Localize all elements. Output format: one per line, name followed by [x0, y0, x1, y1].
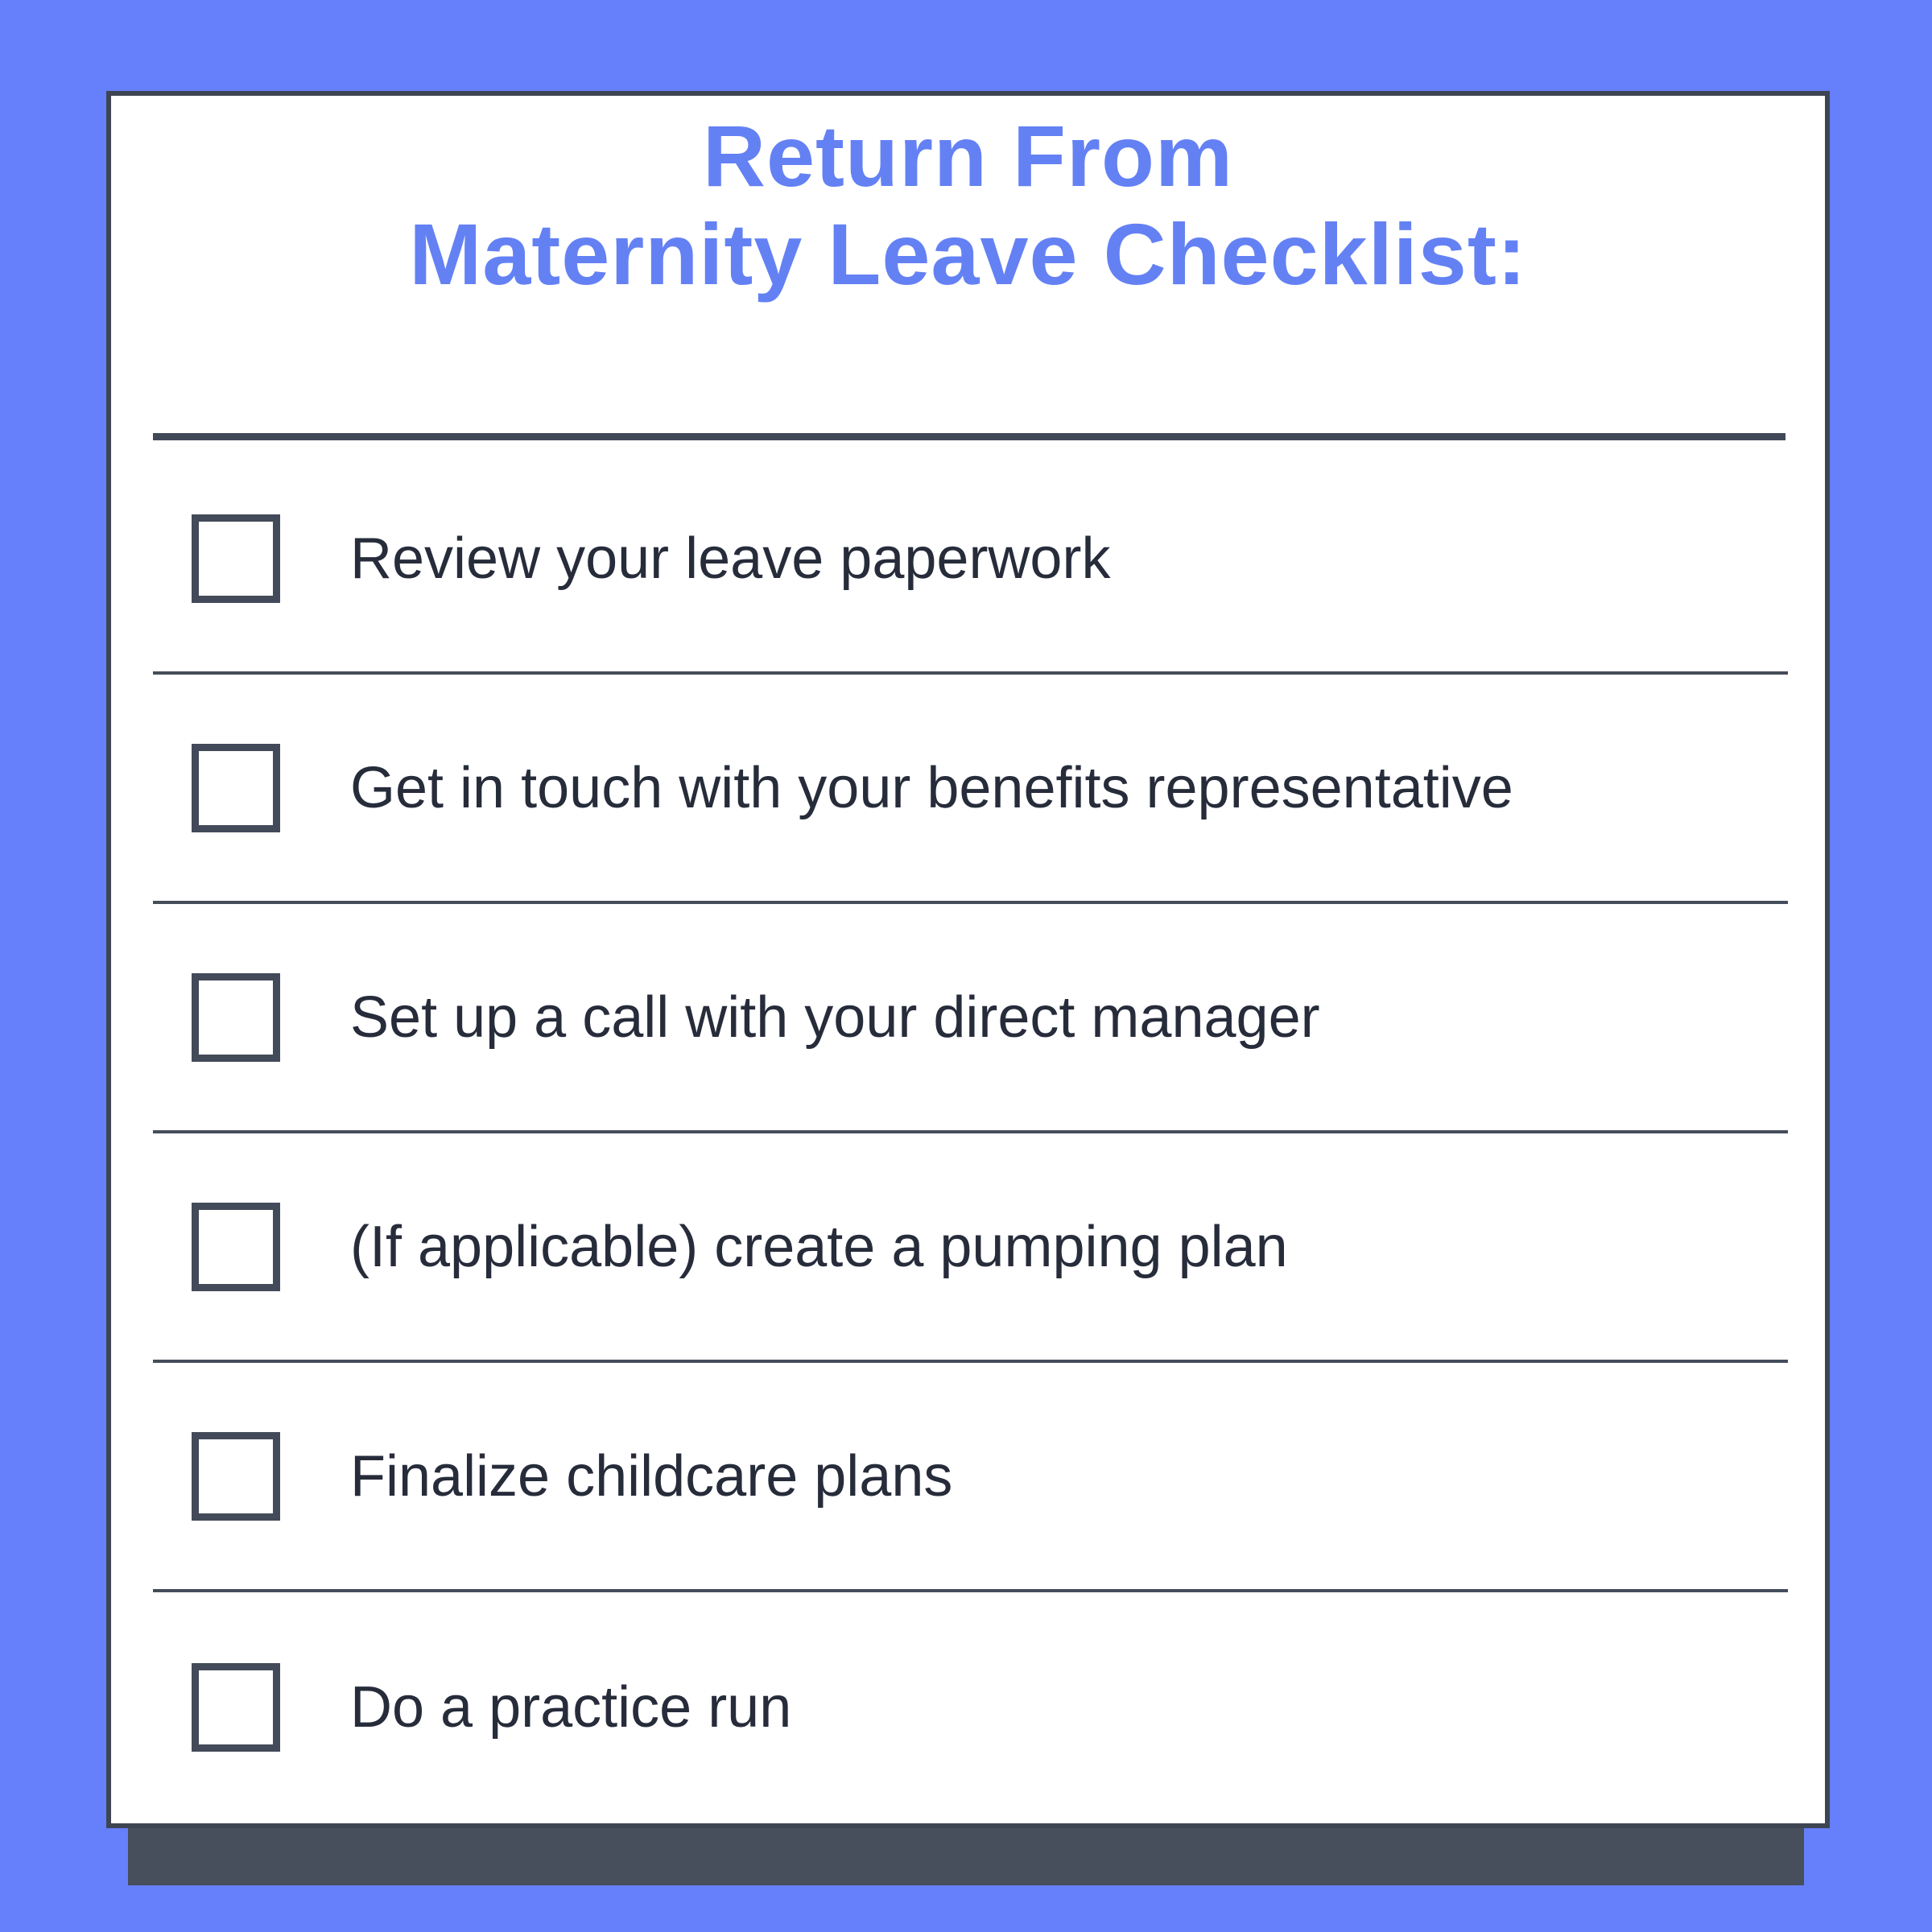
- page-title: [111, 107, 1825, 303]
- checklist-item-label: Review your leave paperwork: [350, 526, 1111, 591]
- checklist-item: [153, 1133, 1788, 1363]
- checkbox[interactable]: [192, 514, 280, 603]
- title-line-2: Maternity Leave Checklist:: [409, 205, 1527, 303]
- checklist-item-label: Finalize childcare plans: [350, 1443, 953, 1509]
- checkbox[interactable]: [192, 1663, 280, 1752]
- checklist-item-label: Set up a call with your direct manager: [350, 985, 1320, 1050]
- checkbox[interactable]: [192, 1432, 280, 1521]
- checklist-card: [106, 91, 1830, 1828]
- checklist-item: [153, 1363, 1788, 1592]
- checklist-item-label: Get in touch with your benefits representative: [350, 755, 1513, 820]
- checkbox[interactable]: [192, 744, 280, 832]
- checklist-item-label: Do a practice run: [350, 1674, 792, 1740]
- checklist-item: [153, 904, 1788, 1133]
- title-line-1: Return From: [703, 107, 1233, 204]
- checklist-item: [153, 675, 1788, 904]
- checklist-item-label: (If applicable) create a pumping plan: [350, 1214, 1288, 1279]
- card-shadow-bar: [128, 1823, 1804, 1885]
- checklist-items: [153, 445, 1788, 1822]
- checkbox[interactable]: [192, 1203, 280, 1291]
- title-divider: [153, 433, 1785, 440]
- checklist-item: [153, 445, 1788, 675]
- checklist-item: [153, 1592, 1788, 1822]
- checkbox[interactable]: [192, 973, 280, 1062]
